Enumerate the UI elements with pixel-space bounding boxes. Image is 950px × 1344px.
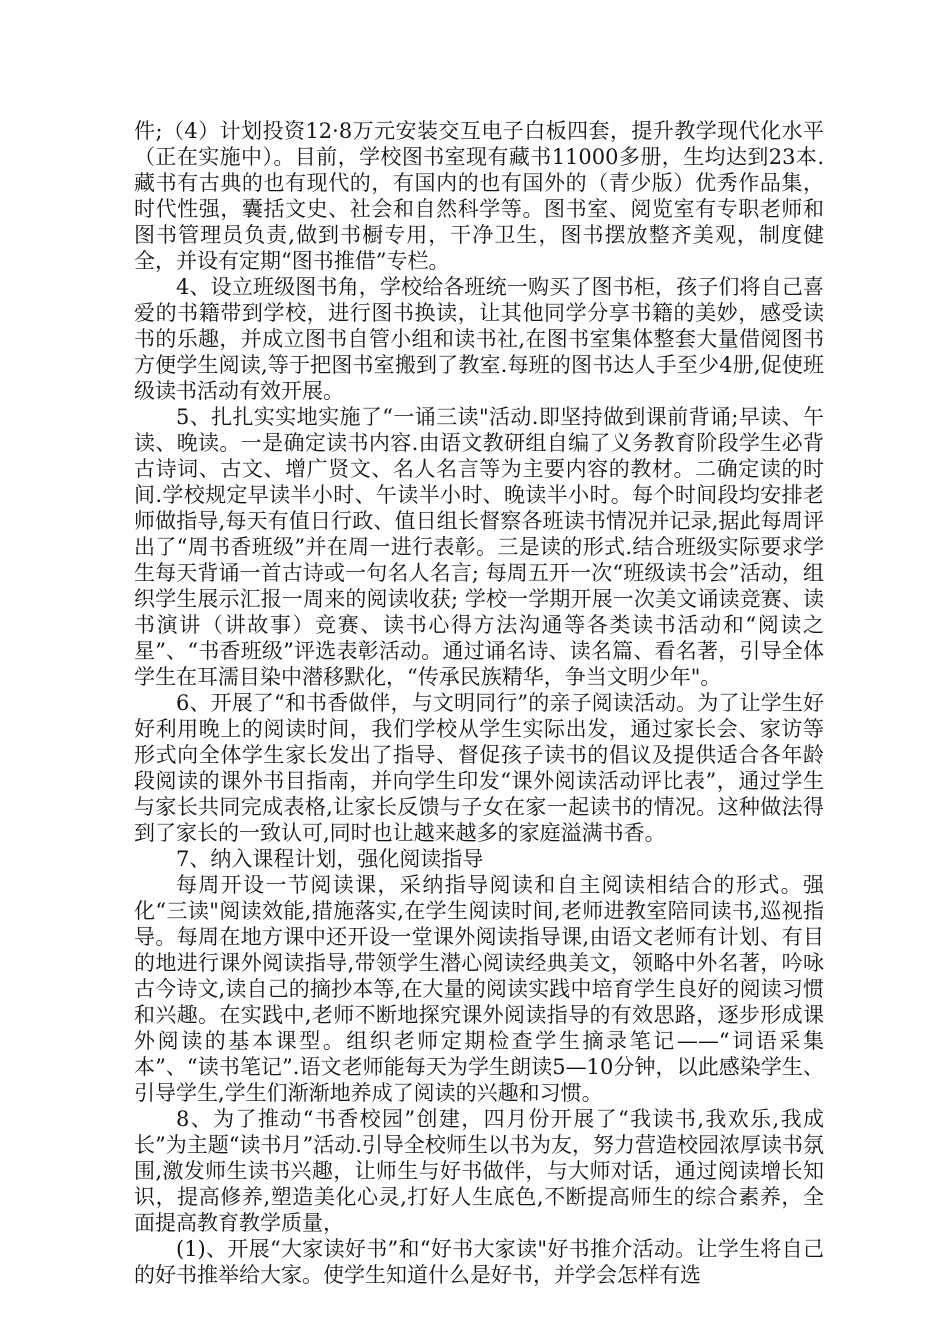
paragraph-book-recommendation: (1)、开展“大家读好书”和“好书大家读"好书推介活动。让学生将自己的好书推举给大家。使学生知道什么是好书，并学会怎样有选	[134, 1237, 824, 1287]
paragraph-recite-three-reads: 5、扎扎实实地实施了“一诵三读"活动.即坚持做到课前背诵;早读、午读、晚读。一是确定读书内容.由语文教研组自编了义务教育阶段学生必背古诗词、古文、增广贤文、名人名言等为主要内容的教材。二确定读的时间.学校规定早读半小时、午读半小时、晚读半小时。每个时间段均安排老师做指导,每天有值日行政、值日组长督察各班读书情况并记录,据此每周评出了“周书香班级”并在周一进行表彰。三是读的形式.结合班级实际要求学生每天背诵一首古诗或一句名人名言; 每周五开一次“班级读书会”活动，组织学生展示汇报一周来的阅读收获; 学校一学期开展一次美文诵读竞赛、读书演讲（讲故事）竞赛、读书心得方法沟通等各类读书活动和“阅读之星”、“书香班级”评选表彰活动。通过诵名诗、读名篇、看名著，引导全体学生在耳濡目染中潜移默化，“传承民族精华，争当文明少年"。	[134, 405, 824, 689]
paragraph-library-facilities: 件;（4）计划投资12·8万元安装交互电子白板四套，提升教学现代化水平（正在实施中）。目前，学校图书室现有藏书11000多册，生均达到23本.藏书有古典的也有现代的，有国内的也有国外的（青少版）优秀作品集，时代性强，囊括文史、社会和自然科学等。图书室、阅览室有专职老师和图书管理员负责,做到书橱专用，干净卫生，图书摆放整齐美观，制度健全，并设有定期“图书推借”专栏。	[134, 119, 824, 273]
section-heading-curriculum: 7、纳入课程计划，强化阅读指导	[176, 847, 484, 871]
document-page	[134, 118, 824, 1288]
paragraph-book-campus: 8、为了推动“书香校园”创建，四月份开展了“我读书,我欢乐,我成长”为主题“读书月”活动.引导全校师生以书为友，努力营造校园浓厚读书氛围,激发师生读书兴趣，让师生与好书做伴，与大师对话，通过阅读增长知识，提高修养,塑造美化心灵,打好人生底色,不断提高师生的综合素养，全面提高教育教学质量，	[134, 1107, 824, 1235]
paragraph-class-book-corner: 4、设立班级图书角，学校给各班统一购买了图书柜，孩子们将自己喜爱的书籍带到学校，进行图书换读，让其他同学分享书籍的美妙，感受读书的乐趣，并成立图书自管小组和读书社,在图书室集体整套大量借阅图书方便学生阅读,等于把图书室搬到了教室.每班的图书达人手至少4册,促使班级读书活动有效开展。	[134, 275, 824, 403]
paragraph-parent-child-reading: 6、开展了“和书香做伴，与文明同行”的亲子阅读活动。为了让学生好好利用晚上的阅读时间，我们学校从学生实际出发，通过家长会、家访等形式向全体学生家长发出了指导、督促孩子读书的倡议及提供适合各年龄段阅读的课外书目指南，并向学生印发“课外阅读活动评比表”，通过学生与家长共同完成表格,让家长反馈与子女在家一起读书的情况。这种做法得到了家长的一致认可,同时也让越来越多的家庭溢满书香。	[134, 691, 824, 845]
paragraph-reading-class: 每周开设一节阅读课，采纳指导阅读和自主阅读相结合的形式。强化“三读"阅读效能,措施落实,在学生阅读时间,老师进教室陪同读书,巡视指导。每周在地方课中还开设一堂课外阅读指导课,由语文老师有计划、有目的地进行课外阅读指导,带领学生潜心阅读经典美文，领略中外名著，吟咏古今诗文,读自己的摘抄本等,在大量的阅读实践中培育学生良好的阅读习惯和兴趣。在实践中,老师不断地探究课外阅读指导的有效思路，逐步形成课外阅读的基本课型。组织老师定期检查学生摘录笔记——“词语采集本”、“读书笔记”.语文老师能每天为学生朗读5—10分钟，以此感染学生、引导学生,学生们渐渐地养成了阅读的兴趣和习惯。	[134, 873, 824, 1105]
